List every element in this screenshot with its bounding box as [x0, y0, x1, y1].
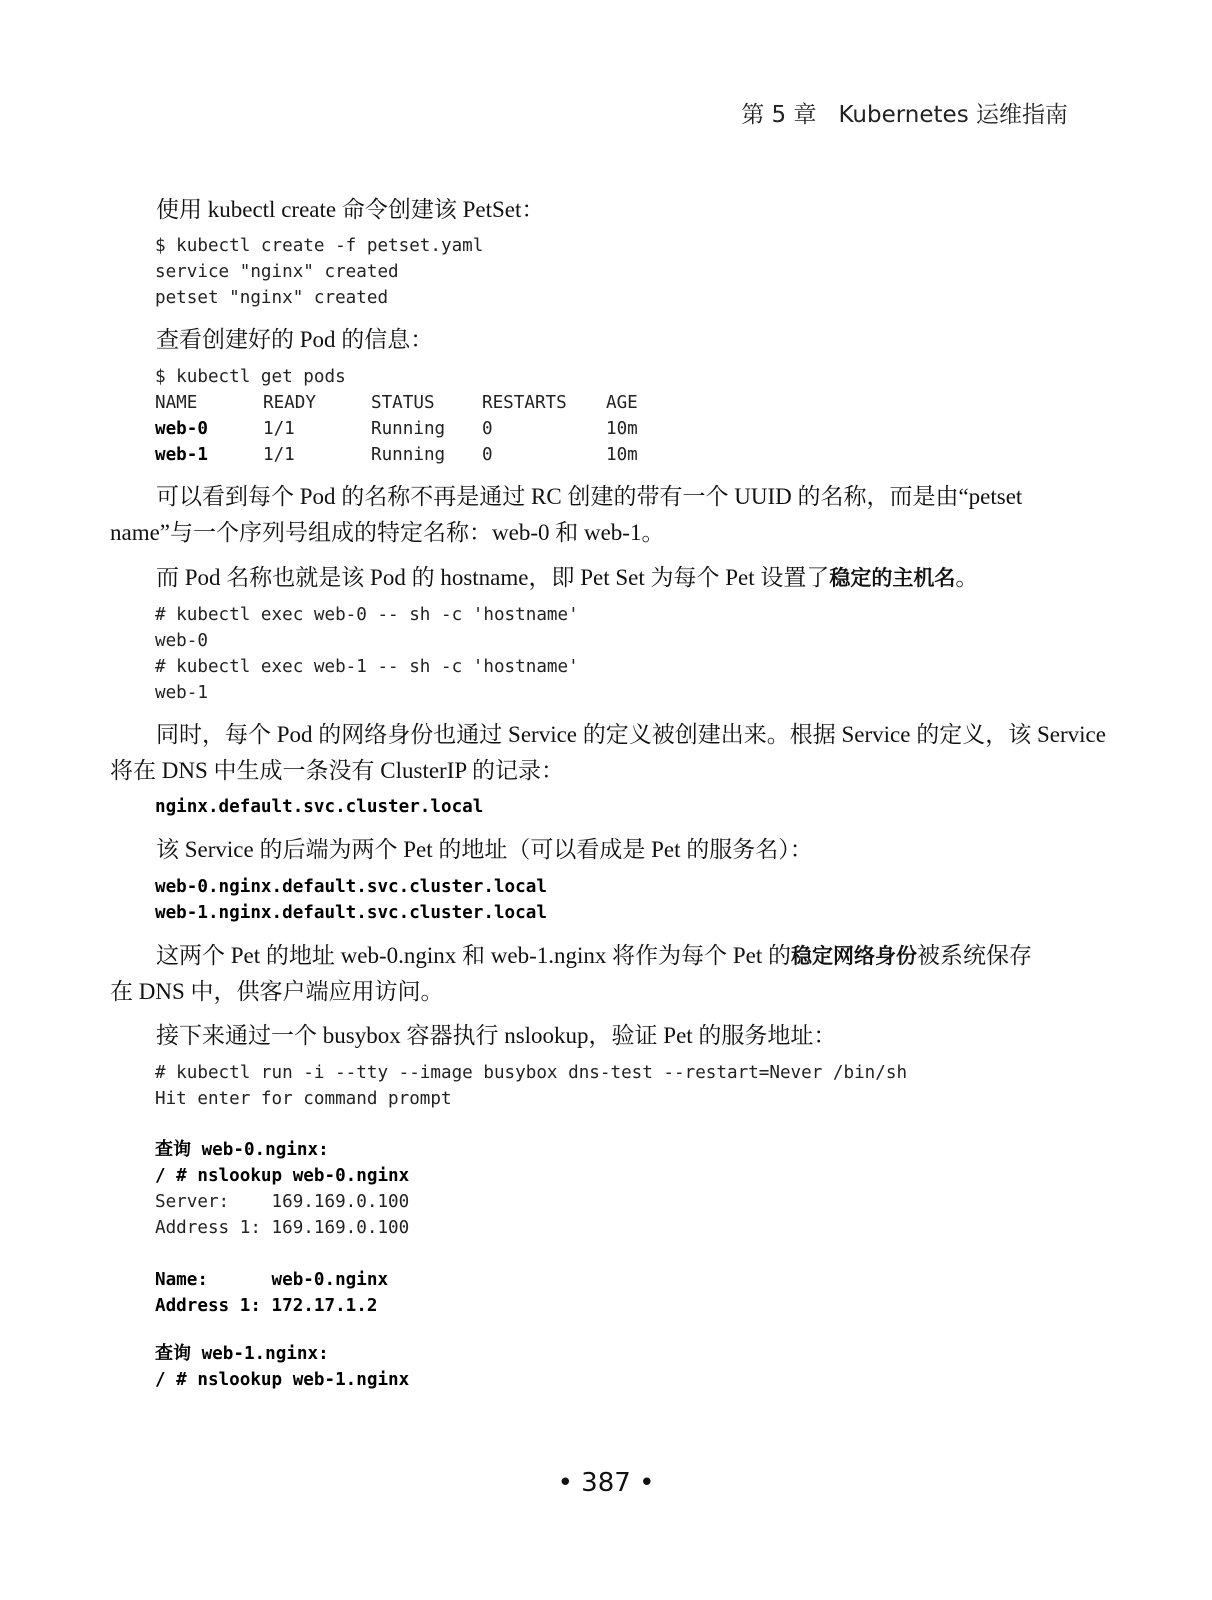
- page-header: [741, 96, 1068, 129]
- code-line: web-1: [155, 683, 208, 703]
- code-pet-dns: [155, 874, 547, 926]
- bold-term: 稳定网络身份: [791, 944, 918, 968]
- blank-line: [155, 1241, 409, 1267]
- paragraph-network-identity-line1: 同时，每个 Pod 的网络身份也通过 Service 的定义被创建出来。根据 Service 的定义，该 Service: [156, 722, 1106, 747]
- code-line: web-0: [155, 631, 208, 651]
- paragraph-pod-naming-line1: 可以看到每个 Pod 的名称不再是通过 RC 创建的带有一个 UUID 的名称，而是由“petset: [156, 484, 1023, 509]
- text-run: 而 Pod 名称也就是该 Pod 的 hostname，即 Pet Set 为每个 Pet 设置了: [156, 565, 830, 590]
- query-label: 查询: [155, 1343, 191, 1364]
- code-line: # kubectl exec web-0 -- sh -c 'hostname': [155, 605, 579, 625]
- paragraph-service-backends: 该 Service 的后端为两个 Pet 的地址（可以看成是 Pet 的服务名）：: [156, 837, 813, 862]
- code-line: Hit enter for command prompt: [155, 1089, 452, 1109]
- code-line: / # nslookup web-0.nginx: [155, 1166, 410, 1186]
- table-header-cell: AGE: [606, 393, 638, 413]
- code-line: Address 1: 172.17.1.2: [155, 1296, 378, 1316]
- code-line: # kubectl run -i --tty --image busybox dns-test --restart=Never /bin/sh: [155, 1063, 908, 1083]
- query-label: 查询: [155, 1139, 191, 1160]
- table-cell: 10m: [606, 445, 638, 465]
- code-line: $ kubectl get pods: [155, 367, 346, 387]
- code-get-pods: [155, 364, 638, 468]
- paragraph-pod-naming-line2: name”与一个序列号组成的特定名称：web-0 和 web-1。: [110, 520, 665, 545]
- chapter-label: 第 5 章: [741, 102, 817, 128]
- paragraph-nslookup-intro: 接下来通过一个 busybox 容器执行 nslookup，验证 Pet 的服务地址：: [156, 1023, 837, 1048]
- code-nslookup-web0: [155, 1137, 409, 1319]
- paragraph-stable-identity-line1: [156, 938, 1092, 974]
- code-line: service "nginx" created: [155, 262, 399, 282]
- code-line: / # nslookup web-1.nginx: [155, 1370, 410, 1390]
- paragraph-hostname: [156, 560, 1092, 596]
- table-cell: 0: [482, 445, 493, 465]
- paragraph-create-petset: 使用 kubectl create 命令创建该 PetSet：: [156, 197, 545, 222]
- table-header-cell: READY: [263, 393, 316, 413]
- code-nslookup-web1: [155, 1341, 409, 1393]
- code-line: web-0.nginx.default.svc.cluster.local: [155, 877, 547, 897]
- table-row: [155, 442, 638, 468]
- chapter-title: Kubernetes 运维指南: [838, 102, 1068, 128]
- table-header-cell: RESTARTS: [482, 393, 567, 413]
- text-run: 这两个 Pet 的地址 web-0.nginx 和 web-1.nginx 将作为每个 Pet 的: [156, 943, 792, 968]
- code-line: petset "nginx" created: [155, 288, 389, 308]
- code-line: Server: 169.169.0.100: [155, 1192, 410, 1212]
- text-run: 被系统保存: [917, 943, 1033, 968]
- paragraph-network-identity-line2: 将在 DNS 中生成一条没有 ClusterIP 的记录：: [110, 758, 565, 783]
- bold-term: 稳定的主机名: [829, 566, 956, 590]
- code-exec-hostname: [155, 602, 579, 706]
- table-cell: web-0: [155, 419, 208, 439]
- code-run-busybox: [155, 1060, 907, 1112]
- table-cell: 1/1: [263, 445, 295, 465]
- table-cell: 1/1: [263, 419, 295, 439]
- code-line: # kubectl exec web-1 -- sh -c 'hostname': [155, 657, 579, 677]
- table-cell: web-1: [155, 445, 208, 465]
- text-run: 。: [955, 565, 979, 590]
- code-service-dns: [155, 794, 483, 820]
- code-create-petset: [155, 233, 483, 311]
- table-cell: 10m: [606, 419, 638, 439]
- code-line: web-1.nginx.default.svc.cluster.local: [155, 903, 547, 923]
- table-cell: Running: [371, 419, 446, 439]
- code-line: nginx.default.svc.cluster.local: [155, 797, 484, 817]
- paragraph-view-pods: 查看创建好的 Pod 的信息：: [156, 327, 434, 352]
- code-line: Address 1: 169.169.0.100: [155, 1218, 410, 1238]
- query-heading: [155, 1341, 409, 1367]
- query-host: web-1.nginx:: [191, 1344, 329, 1364]
- table-cell: 0: [482, 419, 493, 439]
- table-header-cell: NAME: [155, 393, 198, 413]
- pods-table-header: [155, 390, 638, 416]
- paragraph-stable-identity-line2: 在 DNS 中，供客户端应用访问。: [110, 979, 444, 1004]
- table-row: [155, 416, 638, 442]
- code-line: Name: web-0.nginx: [155, 1270, 389, 1290]
- page-number: • 387 •: [557, 1468, 655, 1498]
- table-header-cell: STATUS: [371, 393, 435, 413]
- query-heading: [155, 1137, 409, 1163]
- query-host: web-0.nginx:: [191, 1140, 329, 1160]
- code-line: $ kubectl create -f petset.yaml: [155, 236, 484, 256]
- table-cell: Running: [371, 445, 446, 465]
